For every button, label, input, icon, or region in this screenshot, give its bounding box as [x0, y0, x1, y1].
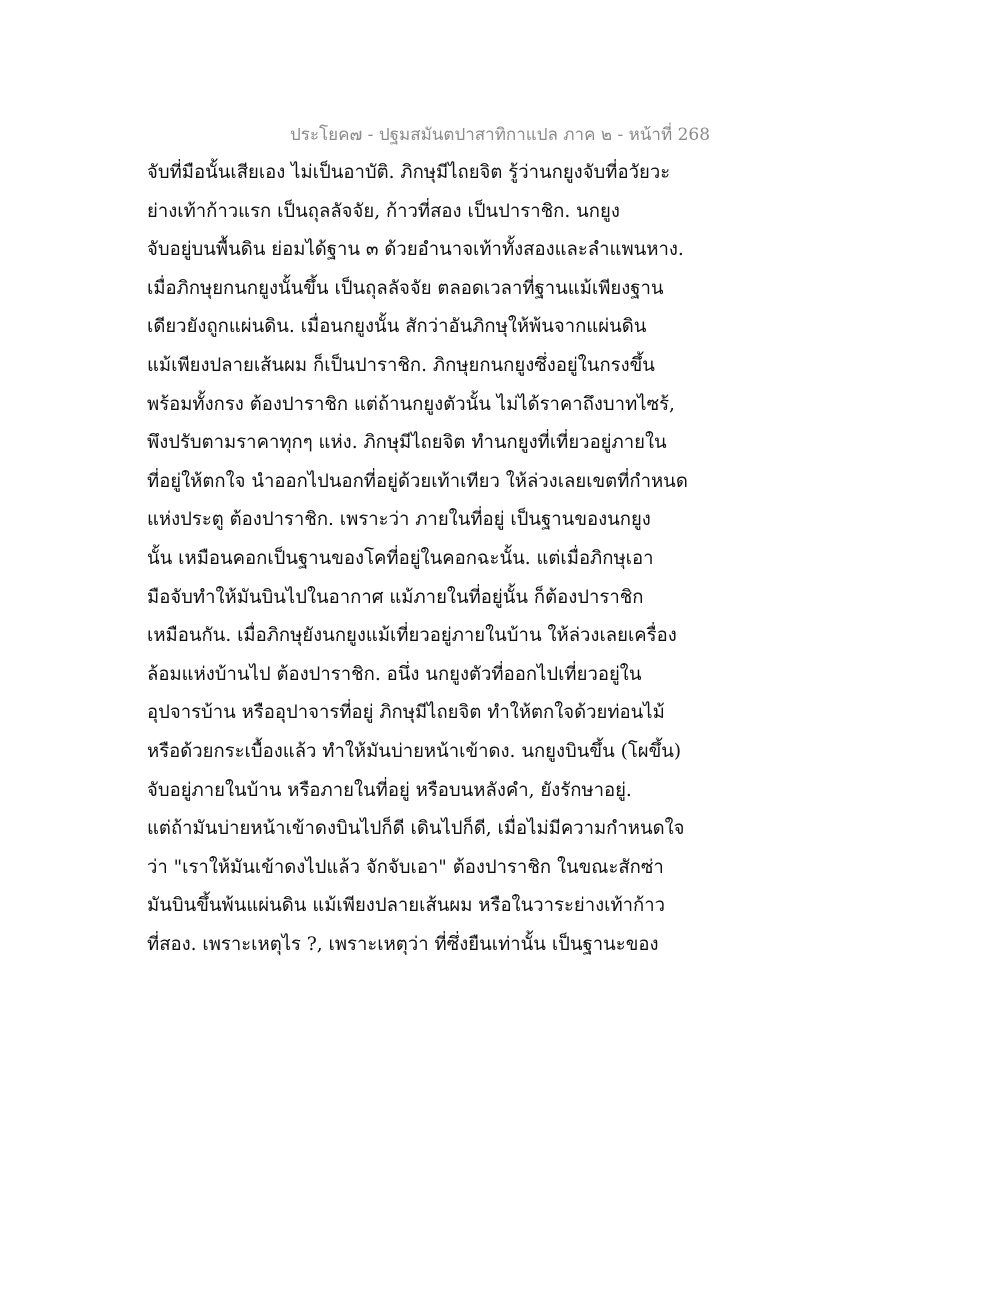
running-head-text: ประโยค๗ - ปฐมสมันตปาสาทิกาแปล ภาค ๒ - หน้าที่ 268 — [289, 125, 711, 145]
text-line: ย่างเท้าก้าวแรก เป็นถุลลัจจัย, ก้าวที่สอง เป็นปาราชิก. นกยูง — [147, 200, 620, 222]
text-line: แต่ถ้ามันบ่ายหน้าเข้าดงบินไปก็ดี เดินไปก็ดี, เมื่อไม่มีความกำหนดใจ — [147, 818, 685, 840]
text-line: ว่า "เราให้มันเข้าดงไปแล้ว จักจับเอา" ต้องปาราชิก ในขณะสักซ่า — [147, 856, 664, 878]
text-line: เหมือนกัน. เมื่อภิกษุยังนกยูงแม้เที่ยวอยู่ภายในบ้าน ให้ล่วงเลยเครื่อง — [147, 625, 677, 647]
text-line: เดียวยังถูกแผ่นดิน. เมื่อนกยูงนั้น สักว่าอันภิกษุให้พ้นจากแผ่นดิน — [147, 316, 647, 338]
text-line: ที่อยู่ให้ตกใจ นำออกไปนอกที่อยู่ด้วยเท้าเทียว ให้ล่วงเลยเขตที่กำหนด — [147, 470, 688, 492]
text-line: จับอยู่บนพื้นดิน ย่อมได้ฐาน ๓ ด้วยอำนาจเท้าทั้งสองและลำแพนหาง. — [147, 239, 684, 261]
text-line: นั้น เหมือนคอกเป็นฐานของโคที่อยู่ในคอกฉะนั้น. แต่เมื่อภิกษุเอา — [147, 547, 654, 569]
text-line: จับอยู่ภายในบ้าน หรือภายในที่อยู่ หรือบนหลังคำ, ยังรักษาอยู่. — [147, 779, 632, 801]
text-line: มือจับทำให้มันบินไปในอากาศ แม้ภายในที่อยู่นั้น ก็ต้องปาราชิก — [147, 586, 644, 608]
text-line: แม้เพียงปลายเส้นผม ก็เป็นปาราชิก. ภิกษุยกนกยูงซึ่งอยู่ในกรงขึ้น — [147, 354, 655, 376]
text-line: เมื่อภิกษุยกนกยูงนั้นขึ้น เป็นถุลลัจจัย ตลอดเวลาที่ฐานแม้เพียงฐาน — [147, 277, 664, 299]
text-line: พร้อมทั้งกรง ต้องปาราชิก แต่ถ้านกยูงตัวนั้น ไม่ได้ราคาถึงบาทไซร้, — [147, 393, 675, 415]
text-line: ที่สอง. เพราะเหตุไร ?, เพราะเหตุว่า ที่ซึ่งยืนเท่านั้น เป็นฐานะของ — [147, 933, 659, 955]
text-line: มันบินขึ้นพ้นแผ่นดิน แม้เพียงปลายเส้นผม หรือในวาระย่างเท้าก้าว — [147, 895, 666, 917]
text-line: ล้อมแห่งบ้านไป ต้องปาราชิก. อนึ่ง นกยูงตัวที่ออกไปเที่ยวอยู่ใน — [147, 663, 642, 685]
text-line: แห่งประตู ต้องปาราชิก. เพราะว่า ภายในที่อยู่ เป็นฐานของนกยูง — [147, 509, 651, 531]
text-line: จับที่มือนั้นเสียเอง ไม่เป็นอาบัติ. ภิกษุมีไถยจิต รู้ว่านกยูงจับที่อวัยวะ — [147, 162, 671, 183]
running-head — [0, 120, 1000, 150]
text-line: อุปจารบ้าน หรืออุปาจารที่อยู่ ภิกษุมีไถยจิต ทำให้ตกใจด้วยท่อนไม้ — [147, 702, 665, 724]
text-line: พึงปรับตามราคาทุกๆ แห่ง. ภิกษุมีไถยจิต ทำนกยูงที่เที่ยวอยู่ภายใน — [147, 432, 667, 454]
body-text — [147, 158, 707, 968]
text-line: หรือด้วยกระเบื้องแล้ว ทำให้มันบ่ายหน้าเข้าดง. นกยูงบินขึ้น (โผขึ้น) — [147, 740, 682, 762]
